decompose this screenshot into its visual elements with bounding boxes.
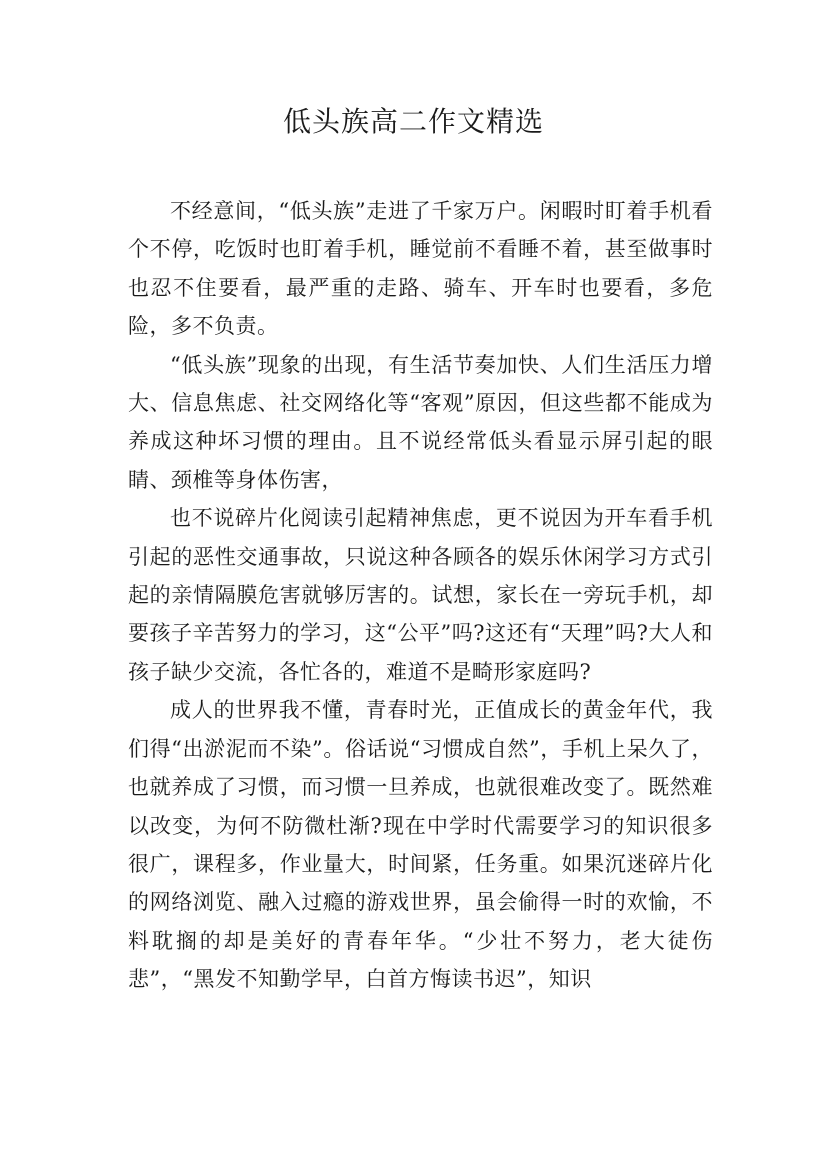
paragraph: 成人的世界我不懂，青春时光，正值成长的黄金年代，我们得“出淤泥而不染”。俗话说“习惯成自然”，手机上呆久了，也就养成了习惯，而习惯一旦养成，也就很难改变了。既然难以改变，为何不防微杜渐?现在中学时代需要学习的知识很多很广，课程多，作业量大，时间紧，任务重。如果沉迷碎片化的网络浏览、融入过瘾的游戏世界，虽会偷得一时的欢愉，不料耽搁的却是美好的青春年华。“少壮不努力，老大徒伤悲”，“黑发不知勤学早，白首方悔读书迟”，知识 xyxy=(128,698,713,992)
document-body xyxy=(128,192,713,999)
paragraph: “低头族”现象的出现，有生活节奏加快、人们生活压力增大、信息焦虑、社交网络化等“客观”原因，但这些都不能成为养成这种坏习惯的理由。且不说经常低头看显示屏引起的眼睛、颈椎等身体伤害， xyxy=(128,352,713,492)
document-title: 低头族高二作文精选 xyxy=(282,105,544,138)
paragraph: 也不说碎片化阅读引起精神焦虑，更不说因为开车看手机引起的恶性交通事故，只说这种各顾各的娱乐休闲学习方式引起的亲情隔膜危害就够厉害的。试想，家长在一旁玩手机，却要孩子辛苦努力的学习，这“公平”吗?这还有“天理”吗?大人和孩子缺少交流，各忙各的，难道不是畸形家庭吗? xyxy=(128,506,713,684)
paragraph: 不经意间，“低头族”走进了千家万户。闲暇时盯着手机看个不停，吃饭时也盯着手机，睡觉前不看睡不着，甚至做事时也忍不住要看，最严重的走路、骑车、开车时也要看，多危险，多不负责。 xyxy=(128,199,713,339)
